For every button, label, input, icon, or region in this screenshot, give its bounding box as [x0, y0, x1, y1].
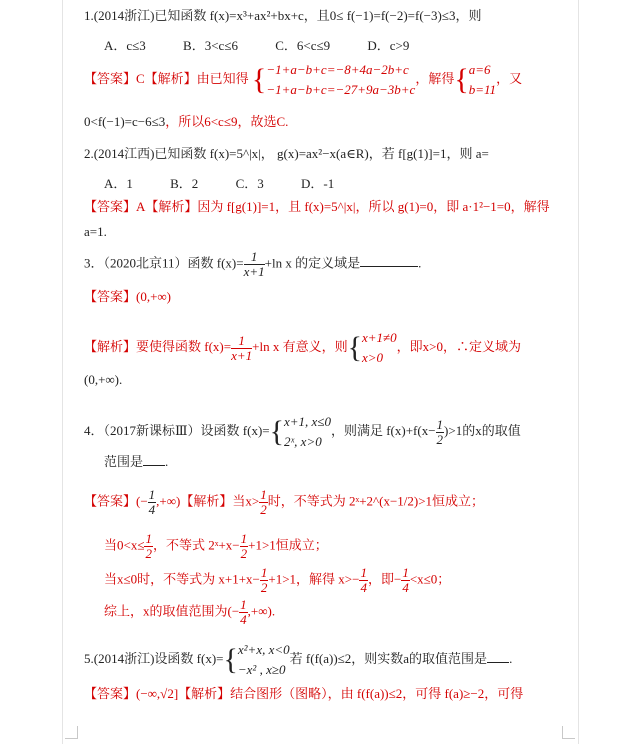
q1-option-c: C．6<c≤9 — [275, 38, 331, 53]
denominator: 2 — [145, 546, 152, 561]
fraction — [259, 488, 268, 517]
q1-solution-b: b=11 — [468, 82, 497, 97]
q2-answer: 【答案】A【解析】因为 f[g(1)]=1，且 f(x)=5^|x|，所以 g(1)=0，即 a·1²−1=0，解得 — [84, 199, 550, 214]
page-frame — [62, 0, 579, 744]
period: . — [165, 454, 169, 469]
q4-case-1: x+1, x≤0 — [284, 414, 331, 429]
denominator: 2 — [260, 502, 267, 517]
q3-expl-end: ，即x>0，∴定义域为 — [396, 338, 522, 354]
numerator: 1 — [231, 334, 252, 349]
brace: { — [223, 643, 238, 676]
fraction — [401, 566, 410, 595]
q2-option-c: C．3 — [235, 176, 264, 191]
q1-answer — [84, 60, 522, 100]
denominator: x+1 — [243, 264, 265, 279]
q4-answer-mid: ,+∞)【解析】当x> — [156, 493, 260, 509]
q1-answer-tag: 【答案】C【解析】由已知得 — [84, 70, 249, 86]
denominator: 4 — [360, 580, 367, 595]
numerator: 1 — [240, 531, 248, 546]
q4-answer-end: 时，不等式为 2ˣ+2^(x−1/2)>1恒成立； — [267, 493, 485, 509]
q3-explanation — [84, 328, 521, 368]
q4-l4-end: ,+∞). — [247, 603, 276, 619]
q2-options — [104, 176, 368, 192]
numerator: 1 — [148, 487, 156, 502]
q4-case-2: 2ˣ, x>0 — [284, 434, 322, 449]
q1-option-b: B．3<c≤6 — [183, 38, 238, 53]
denominator: 2 — [436, 431, 444, 447]
q2-stem: 2.(2014江西)已知函数 f(x)=5^|x|， g(x)=ax²−x(a∈R)，若 f[g(1)]=1，则 a= — [84, 146, 489, 161]
q1-option-d: D．c>9 — [367, 38, 410, 53]
q3-stem — [84, 250, 421, 279]
fraction — [240, 532, 249, 561]
q1-system-eq2: −1+a−b+c=−27+9a−3b+c — [266, 82, 416, 97]
answer-blank — [487, 662, 509, 663]
q1-answer-line2 — [84, 114, 288, 130]
denominator: 2 — [260, 580, 268, 595]
q4-case-a — [104, 532, 328, 561]
page-corner-mark — [65, 726, 78, 739]
q4-l3-mid: +1>1，解得 x>− — [268, 571, 360, 587]
q5-stem-start: 5.(2014浙江)设函数 f(x)= — [84, 650, 224, 666]
q4-l4-start: 综上，x的取值范围为(− — [104, 603, 240, 619]
q4-summary — [104, 598, 275, 627]
q4-l2-end: +1>1恒成立； — [248, 537, 328, 553]
q4-stem-line2 — [104, 454, 168, 470]
numerator: 1 — [436, 416, 444, 432]
fraction — [239, 598, 248, 627]
numerator: 1 — [360, 565, 367, 580]
q2-option-d: D．-1 — [300, 176, 335, 191]
q3-condition-2: x>0 — [361, 350, 384, 365]
q1-stem: 1.(2014浙江)已知函数 f(x)=x³+ax²+bx+c，且0≤ f(−1)=f(−2)=f(−3)≤3，则 — [84, 8, 482, 23]
q4-l2-mid: ，不等式 2ˣ+x− — [152, 537, 240, 553]
q5-case-2: −x² , x≥0 — [237, 662, 286, 677]
period: . — [509, 650, 513, 666]
q4-answer — [84, 488, 484, 517]
fraction — [359, 566, 368, 595]
brace: { — [269, 415, 285, 448]
q5-case-1: x²+x, x<0 — [237, 642, 290, 657]
q1-you-text: ，又 — [496, 70, 523, 86]
q3-answer-text: 【答案】(0,+∞) — [84, 289, 172, 304]
q4-answer-start: 【答案】(− — [84, 493, 148, 509]
period: . — [418, 255, 422, 271]
q3-answer — [84, 289, 171, 305]
denominator: x+1 — [231, 347, 253, 363]
q4-stem-start: 4．（2017新课标Ⅲ）设函数 f(x)= — [84, 422, 270, 438]
q1-options — [104, 38, 443, 54]
q1-solve-text: ，解得 — [415, 70, 455, 86]
brace: { — [454, 63, 469, 96]
q3-domain: (0,+∞). — [84, 372, 123, 387]
q2-answer-line2: a=1. — [84, 224, 107, 239]
page-corner-mark — [562, 726, 575, 739]
q3-expl-start: 【解析】要使得函数 f(x)= — [84, 338, 232, 354]
numerator: 1 — [244, 250, 265, 265]
q4-stem — [84, 412, 521, 452]
q4-l2-start: 当0<x≤ — [104, 537, 145, 553]
fraction — [436, 418, 445, 447]
fraction — [144, 532, 153, 561]
numerator: 1 — [240, 597, 247, 612]
fraction — [148, 488, 157, 517]
q1-solution-a: a=6 — [468, 62, 491, 77]
q3-expl-mid: +ln x 有意义，则 — [252, 338, 348, 354]
numerator: 1 — [402, 565, 409, 580]
fraction — [231, 334, 252, 363]
q2-option-b: B．2 — [170, 176, 199, 191]
q5-stem — [84, 640, 512, 680]
q3-condition-1: x+1≠0 — [361, 330, 397, 345]
denominator: 2 — [240, 546, 248, 561]
q5-answer: 【答案】(−∞,√2]【解析】结合图形（图略），由 f(f(a))≤2，可得 f(a)≥−2，可得 — [84, 686, 524, 701]
numerator: 1 — [145, 531, 152, 546]
q1-option-a: A．c≤3 — [104, 38, 146, 53]
q3-stem-start: 3．（2020北京11）函数 f(x)= — [84, 255, 244, 271]
q4-stem-mid: ，则满足 f(x)+f(x− — [330, 422, 436, 438]
q1-inequality: 0<f(−1)=c−6≤3 — [84, 114, 166, 129]
denominator: 4 — [402, 580, 409, 595]
q4-range-text: 范围是 — [104, 454, 144, 469]
q4-l3-end: <x≤0； — [409, 571, 451, 587]
brace: { — [251, 63, 267, 96]
numerator: 1 — [260, 487, 267, 502]
brace: { — [347, 331, 362, 364]
q1-conclusion: ，所以6<c≤9，故选C. — [165, 114, 289, 129]
answer-blank — [143, 465, 165, 466]
numerator: 1 — [260, 565, 268, 580]
q4-l3-mid2: ，即− — [367, 571, 402, 587]
q4-stem-end: )>1的x的取值 — [444, 422, 521, 438]
q3-stem-end: +ln x 的定义域是 — [264, 255, 361, 271]
q2-option-a: A．1 — [104, 176, 133, 191]
q1-system-eq1: −1+a−b+c=−8+4a−2b+c — [266, 62, 409, 77]
q4-case-b — [104, 566, 450, 595]
denominator: 4 — [148, 502, 156, 517]
fraction — [244, 250, 265, 279]
q5-stem-mid: 若 f(f(a))≤2，则实数a的取值范围是 — [289, 650, 488, 666]
answer-blank — [360, 266, 418, 267]
q4-l3-start: 当x≤0时，不等式为 x+1+x− — [104, 571, 260, 587]
denominator: 4 — [240, 612, 247, 627]
